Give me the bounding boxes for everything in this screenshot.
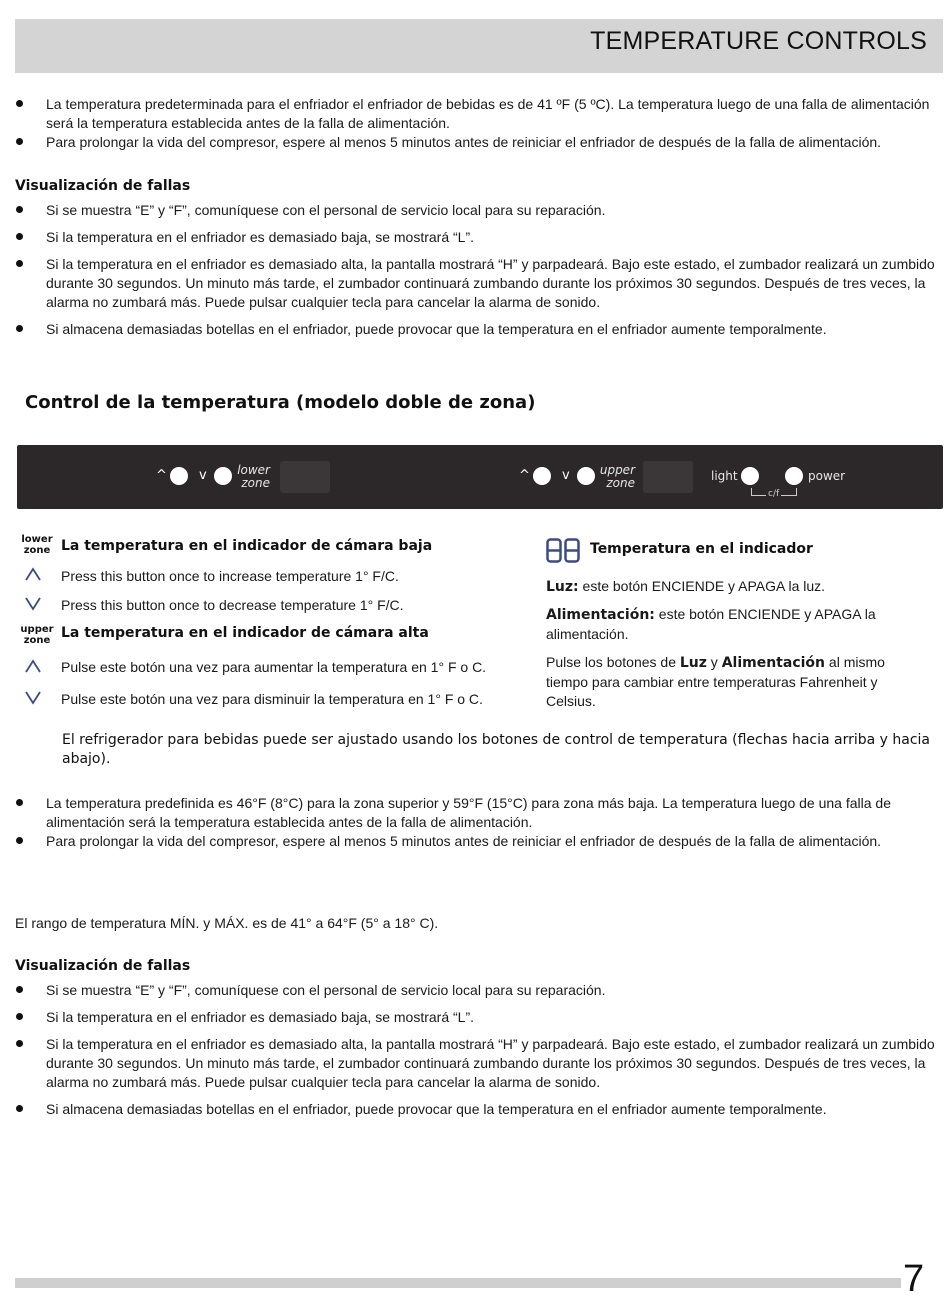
up-arrow-icon — [22, 566, 44, 582]
page-title: TEMPERATURE CONTROLS — [590, 27, 927, 55]
light-description: Luz: este botón ENCIENDE y APAGA la luz. — [546, 578, 826, 595]
power-label: power — [808, 469, 846, 483]
lower-zone-icon: lower zone — [21, 534, 53, 556]
down-arrow-icon: v — [562, 468, 570, 483]
footer-bar — [15, 1278, 901, 1288]
cf-label: c/f — [768, 489, 780, 499]
list-item: Si la temperatura en el enfriador es demasiado alta, la pantalla mostrará “H” y parpadeará. Bajo este estado, el zumbador realizará un zumbido durante 30 segundos. Un minuto más tarde, el zumbador continuará zumbando durante los próximos 30 segundos. Después de tres veces, la alarma no zumbará más. Puede pulsar cualquier tecla para cancelar la alarma de sonido. — [15, 255, 940, 312]
top-bullet-list — [15, 95, 940, 152]
list-item: Si la temperatura en el enfriador es demasiado baja, se mostrará “L”. — [15, 1008, 940, 1027]
cf-description: Pulse los botones de Luz y Alimentación al mismo tiempo para cambiar entre temperaturas Fahrenheit y Celsius. — [546, 654, 885, 709]
upper-zone-label: upper zone — [599, 463, 635, 490]
lower-zone-label: lower zone — [237, 463, 270, 490]
upper-zone-icon: upper zone — [20, 624, 54, 646]
upper-up-button[interactable] — [533, 467, 551, 485]
list-item: Si la temperatura en el enfriador es demasiado alta, la pantalla mostrará “H” y parpadeará. Bajo este estado, el zumbador realizará un zumbido durante 30 segundos. Un minuto más tarde, el zumbador continuará zumbando durante los próximos 30 segundos. Después de tres veces, la alarma no zumbará más. Puede pulsar cualquier tecla para cancelar la alarma de sonido. — [15, 1035, 940, 1092]
upper-zone-display — [643, 461, 693, 493]
list-item: Para prolongar la vida del compresor, espere al menos 5 minutos antes de reiniciar el enfriador de después de la falla de alimentación. — [15, 133, 940, 152]
faults-heading: Visualización de fallas — [15, 178, 191, 194]
page-number: 7 — [903, 1258, 925, 1300]
down-arrow-icon: v — [199, 468, 207, 483]
intro-paragraph: El refrigerador para bebidas puede ser ajustado usando los botones de control de temperatura (flechas hacia arriba y hacia abajo). — [62, 732, 931, 767]
up-arrow-icon — [22, 658, 44, 674]
faults-heading: Visualización de fallas — [15, 958, 191, 974]
control-panel — [17, 445, 943, 509]
list-item: Si almacena demasiadas botellas en el enfriador, puede provocar que la temperatura en el enfriador aumente temporalmente. — [15, 320, 940, 339]
list-item: Para prolongar la vida del compresor, espere al menos 5 minutos antes de reiniciar el enfriador de después de la falla de alimentación. — [15, 832, 940, 851]
digital-display-icon — [546, 538, 580, 564]
list-item: Si almacena demasiadas botellas en el enfriador, puede provocar que la temperatura en el enfriador aumente temporalmente. — [15, 1100, 940, 1119]
lower-up-button[interactable] — [170, 467, 188, 485]
down-arrow-icon — [22, 596, 44, 612]
light-button[interactable] — [741, 467, 759, 485]
faults-list — [15, 201, 940, 339]
header-bar — [15, 19, 943, 73]
upper-down-button[interactable] — [577, 467, 595, 485]
down-arrow-icon — [22, 690, 44, 706]
list-item: Si se muestra “E” y “F”, comuníquese con el personal de servicio local para su reparación. — [15, 981, 940, 1000]
indicator-title: Temperatura en el indicador — [590, 541, 813, 557]
lower-zone-display — [280, 461, 330, 493]
mid-bullet-list — [15, 794, 940, 851]
upper-zone-title: La temperatura en el indicador de cámara alta — [61, 625, 429, 641]
list-item: Si se muestra “E” y “F”, comuníquese con el personal de servicio local para su reparación. — [15, 201, 940, 220]
lower-down-description: Press this button once to decrease temperature 1° F/C. — [61, 597, 404, 613]
upper-down-description: Pulse este botón una vez para disminuir la temperatura en 1° F o C. — [61, 691, 483, 707]
power-button[interactable] — [785, 467, 803, 485]
faults-list — [15, 981, 940, 1119]
range-text: El rango de temperatura MÍN. y MÁX. es de 41° a 64°F (5° a 18° C). — [15, 915, 439, 931]
up-arrow-icon: ^ — [156, 468, 167, 483]
list-item: La temperatura predefinida es 46°F (8°C) para la zona superior y 59°F (15°C) para zona más baja. La temperatura luego de una falla de alimentación será la temperatura establecida antes de la falla de alimentación. — [15, 794, 940, 832]
list-item: Si la temperatura en el enfriador es demasiado baja, se mostrará “L”. — [15, 228, 940, 247]
upper-up-description: Pulse este botón una vez para aumentar la temperatura en 1° F o C. — [61, 659, 487, 675]
light-label: light — [711, 469, 738, 483]
up-arrow-icon: ^ — [519, 468, 530, 483]
list-item: La temperatura predeterminada para el enfriador el enfriador de bebidas es de 41 ºF (5 ºC). La temperatura luego de una falla de alimentación será la temperatura establecida antes de la falla de alimentación. — [15, 95, 940, 133]
lower-up-description: Press this button once to increase temperature 1° F/C. — [61, 568, 399, 584]
power-description: Alimentación: este botón ENCIENDE y APAGA la alimentación. — [546, 606, 876, 642]
section-title: Control de la temperatura (modelo doble de zona) — [25, 392, 536, 413]
lower-zone-title: La temperatura en el indicador de cámara baja — [61, 538, 433, 554]
